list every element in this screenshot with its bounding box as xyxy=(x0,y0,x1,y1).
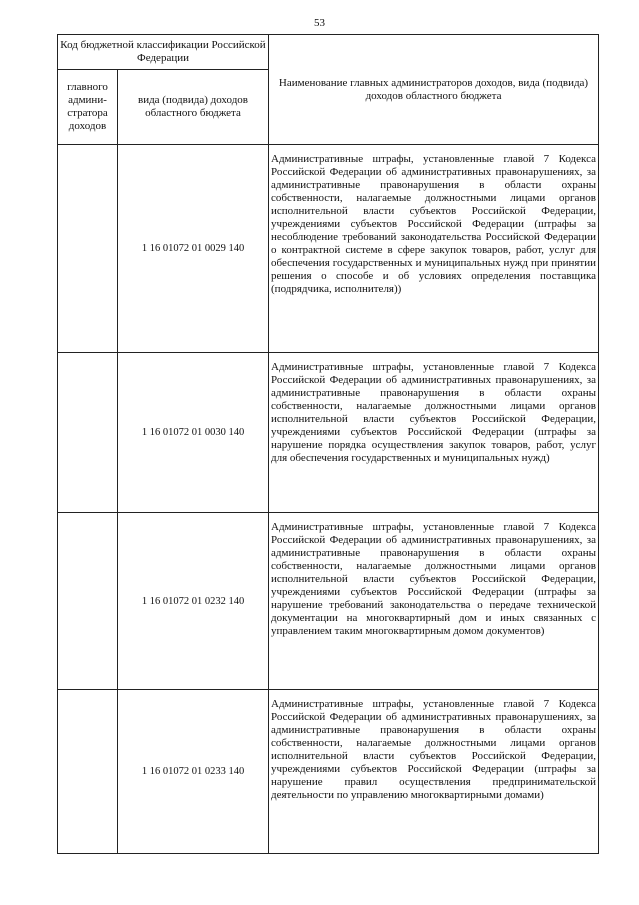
admin-code-cell xyxy=(58,513,118,690)
revenue-name-text: Административные штрафы, установленные главой 7 Кодекса Российской Федерации об административных правонарушениях, за административные правонарушения в области охраны собственности, налагаемые должностными лицами органов исполнительной власти субъектов Российской Федерации, учреждениями субъектов Российской Федерации (штрафы за нарушение правил осуществления предпринимательской деятельности по управлению многоквартирными домами) xyxy=(271,698,597,801)
admin-code-cell xyxy=(58,353,118,513)
admin-code-cell xyxy=(58,690,118,854)
table-row xyxy=(58,145,599,353)
header-revenue-kind: вида (подвида) доходов областного бюджета xyxy=(118,70,269,145)
revenue-name-cell xyxy=(269,145,599,353)
revenue-name-text: Административные штрафы, установленные главой 7 Кодекса Российской Федерации об административных правонарушениях, за административные правонарушения в области охраны собственности, налагаемые должностными лицами органов исполнительной власти субъектов Российской Федерации, учреждениями субъектов Российской Федерации (штрафы за несоблюдение требований законодательства Российской Федерации о контрактной системе в сфере закупок товаров, работ, услуг для обеспечения государственных и муниципальных нужд при принятии решения о способе и об условиях определения поставщика (подрядчика, исполнителя)) xyxy=(271,153,597,295)
revenue-name-cell xyxy=(269,353,599,513)
table-row xyxy=(58,513,599,690)
admin-code-cell xyxy=(58,145,118,353)
header-administrator-names: Наименование главных администраторов доходов, вида (подвида) доходов областного бюджета xyxy=(269,35,599,145)
revenue-code-cell: 1 16 01072 01 0233 140 xyxy=(118,690,269,854)
revenue-name-text: Административные штрафы, установленные главой 7 Кодекса Российской Федерации об административных правонарушениях, за административные правонарушения в области охраны собственности, налагаемые должностными лицами органов исполнительной власти субъектов Российской Федерации, учреждениями субъектов Российской Федерации (штрафы за нарушение порядка осуществления закупок товаров, работ, услуг для обеспечения государственных и муниципальных нужд) xyxy=(271,361,597,464)
header-budget-classification-code: Код бюджетной классификации Российской Федерации xyxy=(58,35,269,70)
revenue-name-cell xyxy=(269,513,599,690)
header-main-administrator: главного админи-стратора доходов xyxy=(58,70,118,145)
page-number: 53 xyxy=(314,17,325,29)
revenue-code-cell: 1 16 01072 01 0030 140 xyxy=(118,353,269,513)
table-row xyxy=(58,353,599,513)
revenue-code-cell: 1 16 01072 01 0029 140 xyxy=(118,145,269,353)
revenue-code-cell: 1 16 01072 01 0232 140 xyxy=(118,513,269,690)
revenue-name-cell xyxy=(269,690,599,854)
budget-classification-table xyxy=(57,34,599,854)
table-row xyxy=(58,690,599,854)
revenue-name-text: Административные штрафы, установленные главой 7 Кодекса Российской Федерации об административных правонарушениях, за административные правонарушения в области охраны собственности, налагаемые должностными лицами органов исполнительной власти субъектов Российской Федерации, учреждениями субъектов Российской Федерации (штрафы за нарушение требований законодательства о передаче технической документации на многоквартирный дом и иных связанных с управлением таким многоквартирным домом документов) xyxy=(271,521,597,637)
